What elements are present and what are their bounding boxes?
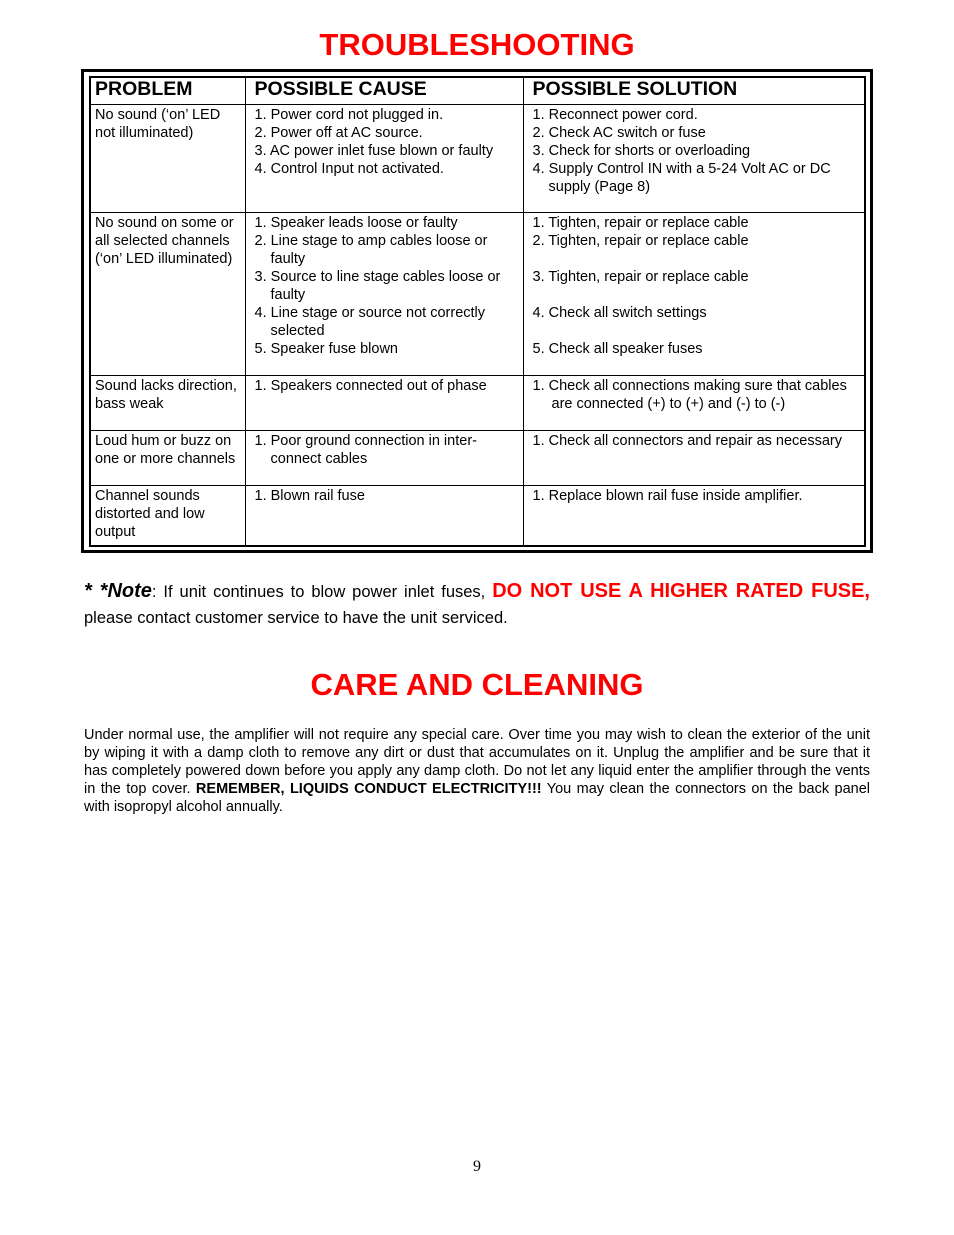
cause-cell <box>245 213 523 376</box>
table-row <box>91 431 864 486</box>
spacer <box>533 250 861 268</box>
solution-item: 2. Check AC switch or fuse <box>532 125 706 141</box>
solution-item: 4. Supply Control IN with a 5-24 Volt AC or DC supply (Page 8) <box>532 161 831 195</box>
solution-item: 1. Replace blown rail fuse inside amplifier. <box>532 488 803 504</box>
table-row <box>91 376 864 431</box>
solution-cell <box>523 376 864 431</box>
cause-item: 5. Speaker fuse blown <box>254 341 398 357</box>
care-text-1: Under normal use, the amplifier will not require any special care. Over time you may wish to clean the exterior of the unit by wiping it with a damp cloth to remove any dirt or dust that accumulates on it. Unplug the amplifier and be sure that it has completely powered down before you apply any damp cloth. Do not let any liquid enter the amplifier through the vents in the top cover. <box>84 727 870 797</box>
problem-cell: No sound on some or all selected channels (‘on’ LED illuminated) <box>91 213 245 376</box>
solution-item: 1. Reconnect power cord. <box>532 107 698 123</box>
solution-item: 1. Check all connections making sure that cables are connected (+) to (+) and (-) to (-) <box>532 378 847 412</box>
spacer <box>533 322 861 340</box>
cause-item: 4. Line stage or source not correctly selected <box>254 305 486 339</box>
solution-item: 4. Check all switch settings <box>532 305 707 321</box>
note-text-1: : If unit continues to blow power inlet fuses, <box>151 583 493 601</box>
solution-cell <box>523 105 864 213</box>
solution-item: 5. Check all speaker fuses <box>532 341 703 357</box>
solution-item: 3. Tighten, repair or replace cable <box>532 269 749 285</box>
fuse-note <box>84 578 870 631</box>
problem-cell: Loud hum or buzz on one or more channels <box>91 431 245 486</box>
cause-item: 1. Speaker leads loose or faulty <box>254 215 458 231</box>
care-text-2: You may clean the connectors on the back panel with isopropyl alcohol annually. <box>84 781 871 815</box>
cause-item: 2. Power off at AC source. <box>254 125 423 141</box>
table-row <box>91 213 864 376</box>
care-warning: REMEMBER, LIQUIDS CONDUCT ELECTRICITY!!! <box>195 781 542 797</box>
header-possible-solution: POSSIBLE SOLUTION <box>523 78 864 105</box>
problem-cell: Channel sounds distorted and low output <box>91 486 245 546</box>
table-header-row <box>91 78 864 105</box>
note-label: * *Note <box>84 580 152 602</box>
cause-cell <box>245 105 523 213</box>
cause-item: 3. AC power inlet fuse blown or faulty <box>254 143 494 159</box>
solution-item: 3. Check for shorts or overloading <box>532 143 751 159</box>
cause-item: 1. Power cord not plugged in. <box>254 107 444 123</box>
header-possible-cause: POSSIBLE CAUSE <box>245 78 523 105</box>
cause-cell <box>245 376 523 431</box>
spacer <box>533 286 861 304</box>
solution-cell <box>523 431 864 486</box>
troubleshooting-table <box>91 78 864 545</box>
troubleshooting-table-frame <box>81 69 873 553</box>
cause-item: 1. Poor ground connection in inter-connect cables <box>254 433 477 467</box>
problem-cell: No sound (‘on’ LED not illuminated) <box>91 105 245 213</box>
troubleshooting-title: TROUBLESHOOTING <box>319 27 635 62</box>
care-paragraph <box>84 726 870 816</box>
cause-item: 1. Blown rail fuse <box>254 488 365 504</box>
cause-item: 2. Line stage to amp cables loose or faulty <box>254 233 488 267</box>
cause-item: 3. Source to line stage cables loose or faulty <box>254 269 501 303</box>
troubleshooting-table-inner <box>89 76 866 547</box>
solution-item: 1. Check all connectors and repair as necessary <box>532 433 842 449</box>
cause-item: 1. Speakers connected out of phase <box>254 378 487 394</box>
table-row <box>91 105 864 213</box>
cause-cell <box>245 431 523 486</box>
problem-cell: Sound lacks direction, bass weak <box>91 376 245 431</box>
header-problem: PROBLEM <box>91 78 245 105</box>
cause-cell <box>245 486 523 546</box>
care-and-cleaning-title: CARE AND CLEANING <box>310 667 644 702</box>
solution-item: 1. Tighten, repair or replace cable <box>532 215 749 231</box>
solution-item: 2. Tighten, repair or replace cable <box>532 233 749 249</box>
solution-cell <box>523 213 864 376</box>
table-row <box>91 486 864 546</box>
cause-item: 4. Control Input not activated. <box>254 161 444 177</box>
page-number: 9 <box>473 1158 481 1175</box>
note-warning: DO NOT USE A HIGHER RATED FUSE, <box>492 580 870 602</box>
note-text-2: please contact customer service to have the unit serviced. <box>84 609 508 627</box>
solution-cell <box>523 486 864 546</box>
